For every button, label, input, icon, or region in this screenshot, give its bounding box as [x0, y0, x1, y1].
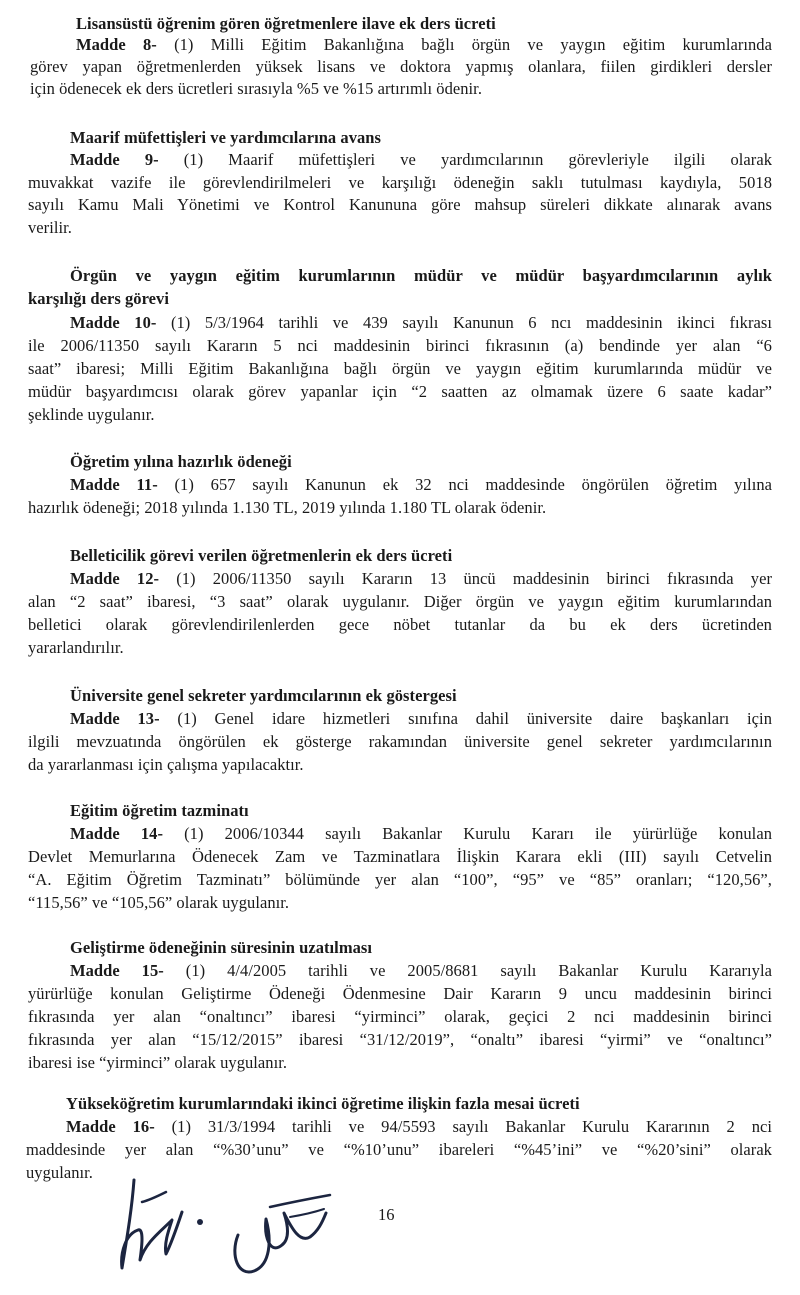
article-line: sayılı Kamu Mali Yönetimi ve Kontrol Kanununa göre mahsup süreleri dikkate alınarak avans [28, 195, 772, 214]
section-heading: Belleticilik görevi verilen öğretmenlerin ek ders ücreti [70, 546, 453, 565]
article-number: Madde 15- [70, 961, 164, 980]
article-line: yürürlüğe konulan Geliştirme Ödeneği Ödenmesine Dair Kararın 9 uncu maddesinin birinci [28, 984, 772, 1003]
article-number: Madde 10- [70, 313, 157, 332]
article-first-line: Madde 12- (1) 2006/11350 sayılı Kararın 13 üncü maddesinin birinci fıkrasında yer [70, 569, 772, 588]
section-heading: Yükseköğretim kurumlarındaki ikinci öğretime ilişkin fazla mesai ücreti [66, 1094, 580, 1113]
section-heading: Lisansüstü öğrenim gören öğretmenlere ilave ek ders ücreti [76, 14, 496, 33]
article-number: Madde 14- [70, 824, 164, 843]
article-line: ibaresi ise “yirminci” olarak uygulanır. [28, 1053, 288, 1072]
article-number: Madde 12- [70, 569, 160, 588]
article-line: belletici olarak görevlendirilenlerden gece nöbet tutanlar da bu ek ders ücretinden [28, 615, 772, 634]
article-line: hazırlık ödeneği; 2018 yılında 1.130 TL, 2019 yılında 1.180 TL olarak ödenir. [28, 498, 547, 517]
article-line: muvakkat vazife ile görevlendirilmeleri ve karşılığı ödeneğin saklı tutulması kaydıyla, 5018 [28, 173, 772, 192]
article-line: fıkrasında yer alan “15/12/2015” ibaresi “31/12/2019”, “onaltı” ibaresi “yirmi” ve “onaltıncı” [28, 1030, 772, 1049]
article-first-line: Madde 14- (1) 2006/10344 sayılı Bakanlar Kurulu Kararı ile yürürlüğe konulan [70, 824, 772, 843]
article-line: fıkrasında yer alan “onaltıncı” ibaresi “yirminci” olarak, geçici 2 nci maddesinin birinci [28, 1007, 772, 1026]
article-first-line: Madde 15- (1) 4/4/2005 tarihli ve 2005/8681 sayılı Bakanlar Kurulu Kararıyla [70, 961, 772, 980]
article-first-line: Madde 16- (1) 31/3/1994 tarihli ve 94/5593 sayılı Bakanlar Kurulu Kararının 2 nci [66, 1117, 772, 1136]
article-line: yararlandırılır. [28, 638, 124, 657]
article-line: şeklinde uygulanır. [28, 405, 155, 424]
article-line: Devlet Memurlarına Ödenecek Zam ve Tazminatlara İlişkin Karara ekli (III) sayılı Cetvelin [28, 847, 772, 866]
article-first-line: Madde 10- (1) 5/3/1964 tarihli ve 439 sayılı Kanunun 6 ncı maddesinin ikinci fıkrası [70, 313, 772, 332]
section-heading: Örgün ve yaygın eğitim kurumlarının müdür ve müdür başyardımcılarının aylık [70, 266, 772, 285]
section-heading-cont: karşılığı ders görevi [28, 289, 169, 308]
section-heading: Üniversite genel sekreter yardımcılarının ek göstergesi [70, 686, 457, 705]
article-line: alan “2 saat” ibaresi, “3 saat” olarak uygulanır. Diğer örgün ve yaygın eğitim kurumlarından [28, 592, 772, 611]
article-line: verilir. [28, 218, 72, 237]
article-first-line: Madde 8- (1) Milli Eğitim Bakanlığına bağlı örgün ve yaygın eğitim kurumlarında [76, 35, 772, 54]
article-line: ile 2006/11350 sayılı Kararın 5 nci maddesinin birinci fıkrasının (a) bendinde yer alan “6 [28, 336, 772, 355]
article-first-line: Madde 13- (1) Genel idare hizmetleri sınıfına dahil üniversite daire başkanları için [70, 709, 772, 728]
article-line: maddesinde yer alan “%30’unu” ve “%10’unu” ibareleri “%45’ini” ve “%20’sini” olarak [26, 1140, 772, 1159]
signature-1 [112, 1172, 212, 1282]
article-line: uygulanır. [26, 1163, 93, 1182]
article-number: Madde 11- [70, 475, 158, 494]
section-heading: Öğretim yılına hazırlık ödeneği [70, 452, 292, 471]
article-number: Madde 16- [66, 1117, 155, 1136]
article-line: müdür başyardımcısı olarak görev yapanlar için “2 saatten az olmamak üzere 6 saate kadar” [28, 382, 772, 401]
article-first-line: Madde 11- (1) 657 sayılı Kanunun ek 32 nci maddesinde öngörülen öğretim yılına [70, 475, 772, 494]
section-heading: Eğitim öğretim tazminatı [70, 801, 249, 820]
signature-2 [226, 1185, 336, 1290]
article-line: ilgili mevzuatında öngörülen ek gösterge rakamından üniversite genel sekreter yardımcılarının [28, 732, 772, 751]
page-number: 16 [378, 1205, 395, 1224]
section-heading: Geliştirme ödeneğinin süresinin uzatılması [70, 938, 373, 957]
article-first-line: Madde 9- (1) Maarif müfettişleri ve yardımcılarının görevleriyle ilgili olarak [70, 150, 773, 169]
article-line: için ödenecek ek ders ücretleri sırasıyla %5 ve %15 artırımlı ödenir. [30, 79, 482, 98]
article-line: “115,56” ve “105,56” olarak uygulanır. [28, 893, 290, 912]
article-line: “A. Eğitim Öğretim Tazminatı” bölümünde yer alan “100”, “95” ve “85” oranları; “120,56”, [28, 870, 772, 889]
article-number: Madde 9- [70, 150, 159, 169]
article-number: Madde 8- [76, 35, 157, 54]
article-number: Madde 13- [70, 709, 160, 728]
section-heading: Maarif müfettişleri ve yardımcılarına avans [70, 128, 382, 147]
article-line: görev yapan öğretmenlerden yüksek lisans ve doktora yapmış olanlara, fiilen girdikleri dersler [30, 57, 772, 76]
article-line: saat” ibaresi; Milli Eğitim Bakanlığına bağlı örgün ve yaygın eğitim kurumlarında müdür ve [28, 359, 772, 378]
article-line: da yararlanması için çalışma yapılacaktır. [28, 755, 304, 774]
